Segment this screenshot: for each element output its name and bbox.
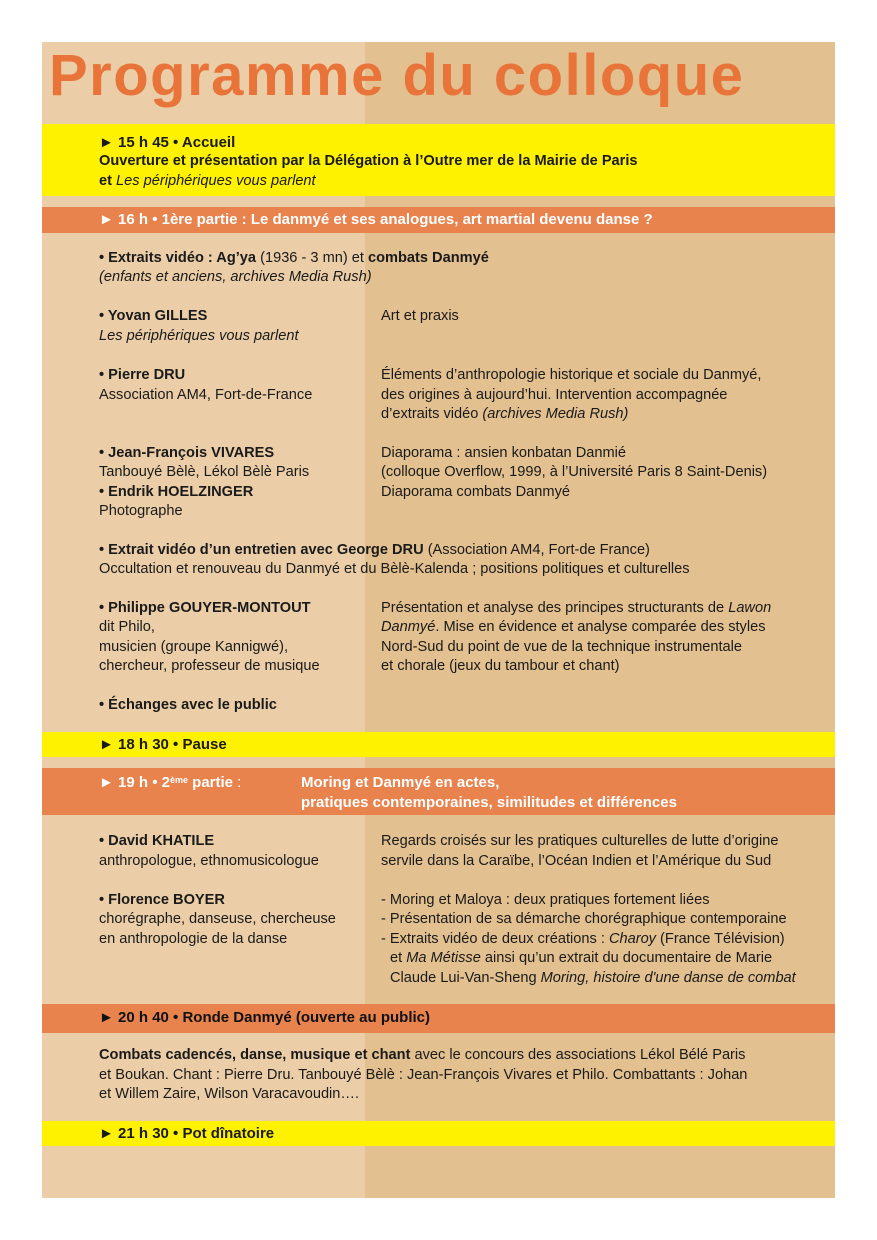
speaker-gilles-affil: Les périphériques vous parlent xyxy=(99,328,299,344)
speaker-gilles-topic: Art et praxis xyxy=(381,308,459,324)
speaker-boyer-affil-1: chorégraphe, danseuse, chercheuse xyxy=(99,911,336,927)
ronde-line-2: et Boukan. Chant : Pierre Dru. Tanbouyé Bèlè : Jean-François Vivares et Philo. Combattants : Johan xyxy=(99,1067,748,1083)
speaker-dru-name: • Pierre DRU xyxy=(99,367,186,383)
part2-theme-1: Moring et Danmyé en actes, xyxy=(301,774,500,791)
pause-heading: ► 18 h 30 • Pause xyxy=(99,736,227,753)
speaker-khatile-affil: anthropologue, ethnomusicologue xyxy=(99,853,319,869)
speaker-gilles-name: • Yovan GILLES xyxy=(99,308,208,324)
speaker-gouyer-topic-2: Danmyé. Mise en évidence et analyse comparée des styles xyxy=(381,619,766,635)
george-line-1: • Extrait vidéo d’un entretien avec George DRU (Association AM4, Fort-de France) xyxy=(99,542,650,558)
speaker-gouyer-topic-3: Nord-Sud du point de vue de la technique instrumentale xyxy=(381,639,743,655)
speaker-vivares-topic-2: (colloque Overflow, 1999, à l’Université Paris 8 Saint-Denis) xyxy=(381,464,768,480)
speaker-boyer-item-5: Claude Lui-Van-Sheng Moring, histoire d'une danse de combat xyxy=(390,970,796,986)
speaker-dru-topic-3: d’extraits vidéo (archives Media Rush) xyxy=(381,406,629,422)
speaker-dru-topic-2: des origines à aujourd’hui. Intervention accompagnée xyxy=(381,387,728,403)
speaker-vivares-affil: Tanbouyé Bèlè, Lékol Bèlè Paris xyxy=(99,464,310,480)
speaker-khatile-name: • David KHATILE xyxy=(99,833,215,849)
speaker-gouyer-topic-4: et chorale (jeux du tambour et chant) xyxy=(381,658,620,674)
part1-heading: ► 16 h • 1ère partie : Le danmyé et ses analogues, art martial devenu danse ? xyxy=(99,211,653,228)
accueil-heading: ► 15 h 45 • Accueil xyxy=(99,134,236,151)
speaker-gouyer-name: • Philippe GOUYER-MONTOUT xyxy=(99,600,311,616)
accueil-line-1: Ouverture et présentation par la Délégation à l’Outre mer de la Mairie de Paris xyxy=(99,153,638,169)
speaker-boyer-item-4: et Ma Métisse ainsi qu’un extrait du documentaire de Marie xyxy=(390,950,773,966)
echanges-public: • Échanges avec le public xyxy=(99,697,277,713)
speaker-gouyer-affil-2: musicien (groupe Kannigwé), xyxy=(99,639,289,655)
speaker-gouyer-affil-3: chercheur, professeur de musique xyxy=(99,658,320,674)
ronde-line-1: Combats cadencés, danse, musique et chant avec le concours des associations Lékol Bélé Paris xyxy=(99,1047,746,1063)
speaker-boyer-item-1: - Moring et Maloya : deux pratiques fortement liées xyxy=(381,892,710,908)
speaker-hoelzinger-affil: Photographe xyxy=(99,503,183,519)
video-line-1: • Extraits vidéo : Ag’ya (1936 - 3 mn) et combats Danmyé xyxy=(99,250,489,266)
speaker-khatile-topic-2: servile dans la Caraïbe, l’Océan Indien et l’Amérique du Sud xyxy=(381,853,772,869)
speaker-khatile-topic-1: Regards croisés sur les pratiques culturelles de lutte d’origine xyxy=(381,833,779,849)
speaker-gouyer-topic-1: Présentation et analyse des principes structurants de Lawon xyxy=(381,600,772,616)
part2-theme-2: pratiques contemporaines, similitudes et différences xyxy=(301,794,677,811)
part2-heading: ► 19 h • 2ème partie : xyxy=(99,774,242,791)
accueil-line-2: et Les périphériques vous parlent xyxy=(99,173,316,189)
speaker-dru-topic-1: Éléments d’anthropologie historique et sociale du Danmyé, xyxy=(381,367,762,383)
speaker-boyer-item-2: - Présentation de sa démarche chorégraphique contemporaine xyxy=(381,911,787,927)
ronde-heading: ► 20 h 40 • Ronde Danmyé (ouverte au public) xyxy=(99,1009,431,1026)
speaker-dru-affil: Association AM4, Fort-de-France xyxy=(99,387,313,403)
program-page xyxy=(42,42,835,1198)
pot-heading: ► 21 h 30 • Pot dînatoire xyxy=(99,1125,275,1142)
speaker-vivares-name: • Jean-François VIVARES xyxy=(99,445,275,461)
speaker-hoelzinger-name: • Endrik HOELZINGER xyxy=(99,484,254,500)
speaker-boyer-affil-2: en anthropologie de la danse xyxy=(99,931,288,947)
speaker-vivares-topic-1: Diaporama : ansien konbatan Danmié xyxy=(381,445,626,461)
video-line-2: (enfants et anciens, archives Media Rush) xyxy=(99,269,372,285)
speaker-boyer-item-3: - Extraits vidéo de deux créations : Charoy (France Télévision) xyxy=(381,931,785,947)
george-line-2: Occultation et renouveau du Danmyé et du Bèlè-Kalenda ; positions politiques et culturelles xyxy=(99,561,690,577)
speaker-boyer-name: • Florence BOYER xyxy=(99,892,225,908)
speaker-gouyer-affil-1: dit Philo, xyxy=(99,619,155,635)
speaker-hoelzinger-topic: Diaporama combats Danmyé xyxy=(381,484,570,500)
page-title: Programme du colloque xyxy=(49,43,745,108)
ronde-line-3: et Willem Zaire, Wilson Varacavoudin…. xyxy=(99,1086,360,1102)
